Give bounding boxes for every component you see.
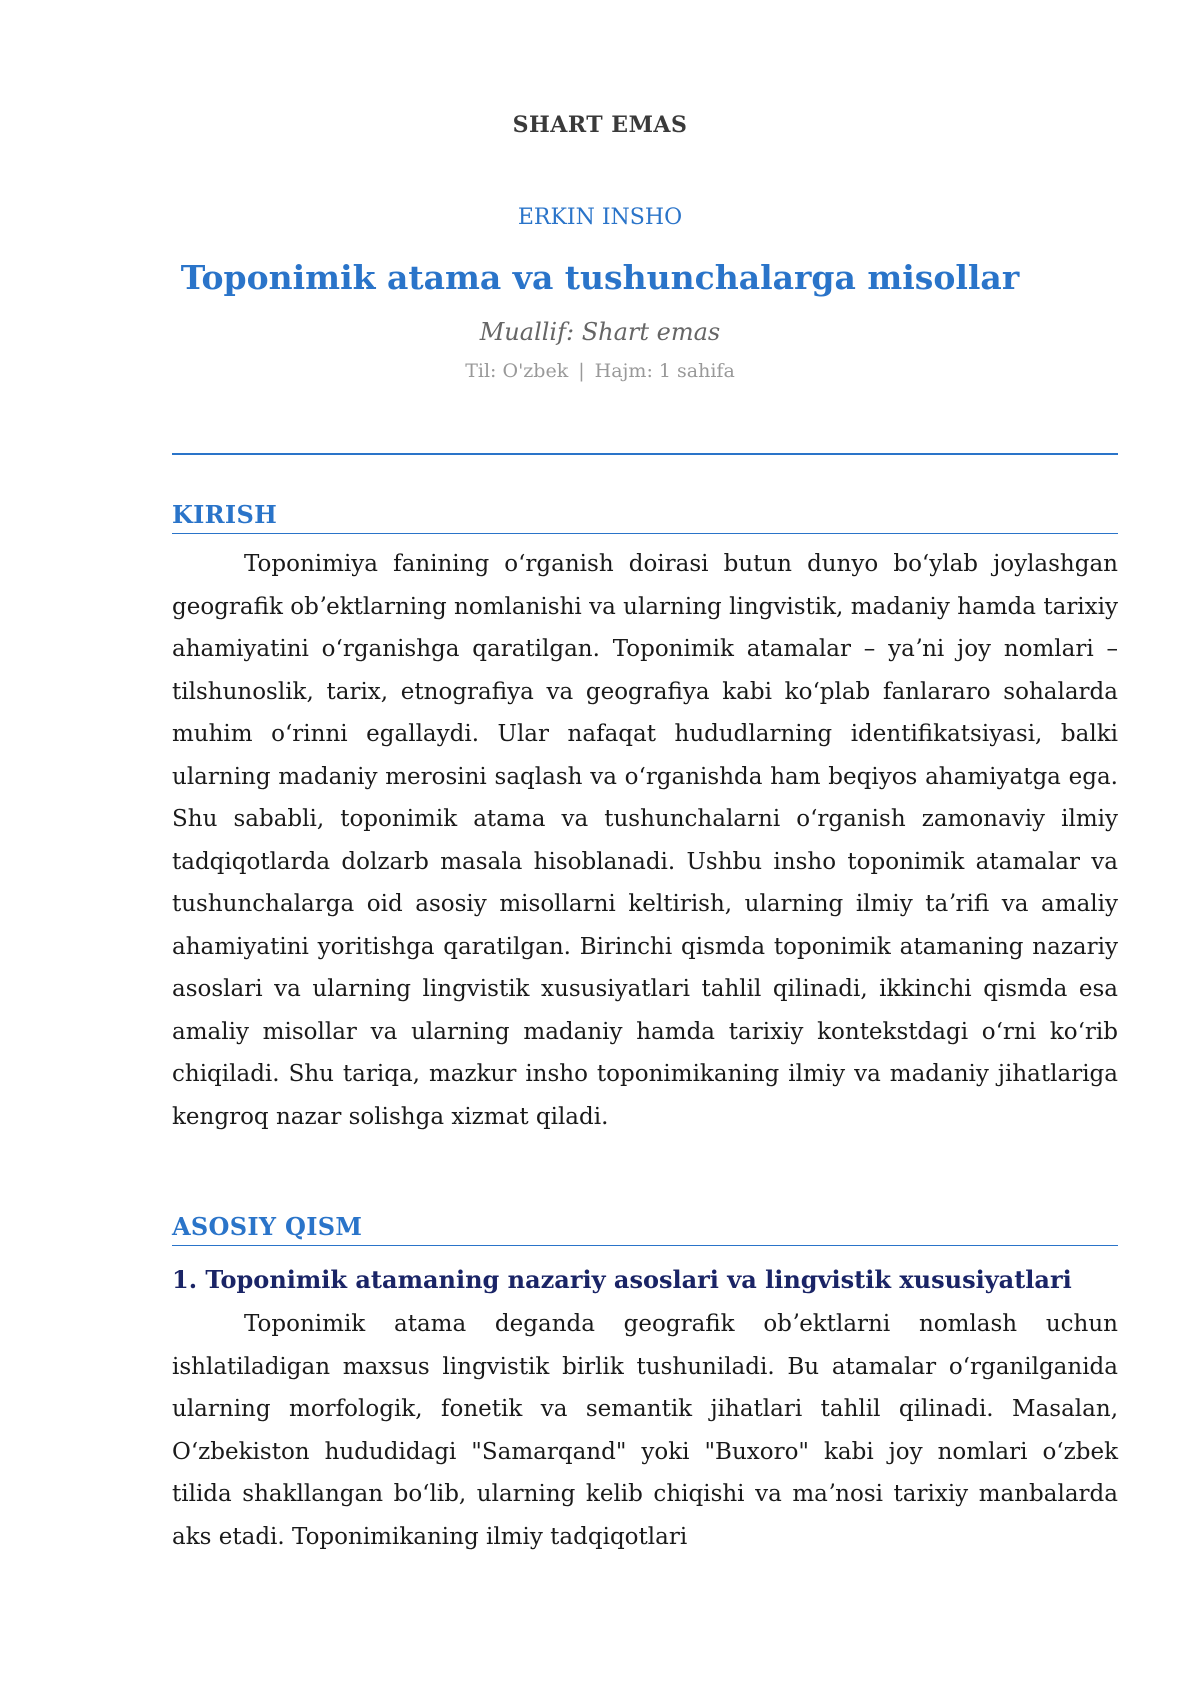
document-category-label: SHART EMAS [512,112,688,138]
subsection-1 [172,1265,1118,1294]
subsection-1-paragraph: Toponimik atama deganda geografik obʼektlarni nomlash uchun ishlatiladigan maxsus lingvistik birlik tushuniladi. Bu atamalar oʻrganilganida ularning morfologik, fonetik va semantik jihatlari tahlil qilinadi. Masalan, Oʻzbekiston hududidagi "Samarqand" yoki "Buxoro" kabi joy nomlari oʻzbek tilida shakllangan boʻlib, ularning kelib chiqishi va maʼnosi tarixiy manbalarda aks etadi. Toponimikaning ilmiy tadqiqotlari [172,1311,1118,1550]
main-heading: ASOSIY QISM [172,1212,1118,1246]
subsection-1-body [172,1303,1118,1558]
meta-line [0,360,1200,382]
subsection-1-heading: 1. Toponimik atamaning nazariy asoslari va lingvistik xususiyatlari [172,1265,1072,1294]
header-divider [172,453,1118,455]
intro-body [172,543,1118,1138]
meta-separator: | [578,360,585,382]
document-title: Toponimik atama va tushunchalarga misollar [180,258,1020,297]
main-section [172,1212,1118,1246]
intro-paragraph: Toponimiya fanining oʻrganish doirasi butun dunyo boʻylab joylashgan geografik obʼektlarning nomlanishi va ularning lingvistik, madaniy hamda tarixiy ahamiyatini oʻrganishga qaratilgan. Toponimik atamalar – yaʼni joy nomlari – tilshunoslik, tarix, etnografiya va geografiya kabi koʻplab fanlararo sohalarda muhim oʻrinni egallaydi. Ular nafaqat hududlarning identifikatsiyasi, balki ularning madaniy merosini saqlash va oʻrganishda ham beqiyos ahamiyatga ega. Shu sababli, toponimik atama va tushunchalarni oʻrganish zamonaviy ilmiy tadqiqotlarda dolzarb masala hisoblanadi. Ushbu insho toponimik atamalar va tushunchalarga oid asosiy misollarni keltirish, ularning ilmiy taʼrifi va amaliy ahamiyatini yoritishga qaratilgan. Birinchi qismda toponimik atamaning nazariy asoslari va ularning lingvistik xususiyatlari tahlil qilinadi, ikkinchi qismda esa amaliy misollar va ularning madaniy hamda tarixiy kontekstdagi oʻrni koʻrib chiqiladi. Shu tariqa, mazkur insho toponimikaning ilmiy va madaniy jihatlariga kengroq nazar solishga xizmat qiladi. [172,551,1118,1130]
intro-heading: KIRISH [172,500,1118,534]
language-info: Til: O'zbek [465,360,569,382]
author-line: Muallif: Shart emas [479,318,721,346]
size-info: Hajm: 1 sahifa [594,360,735,382]
intro-section [172,500,1118,534]
genre-label: ERKIN INSHO [517,205,683,230]
